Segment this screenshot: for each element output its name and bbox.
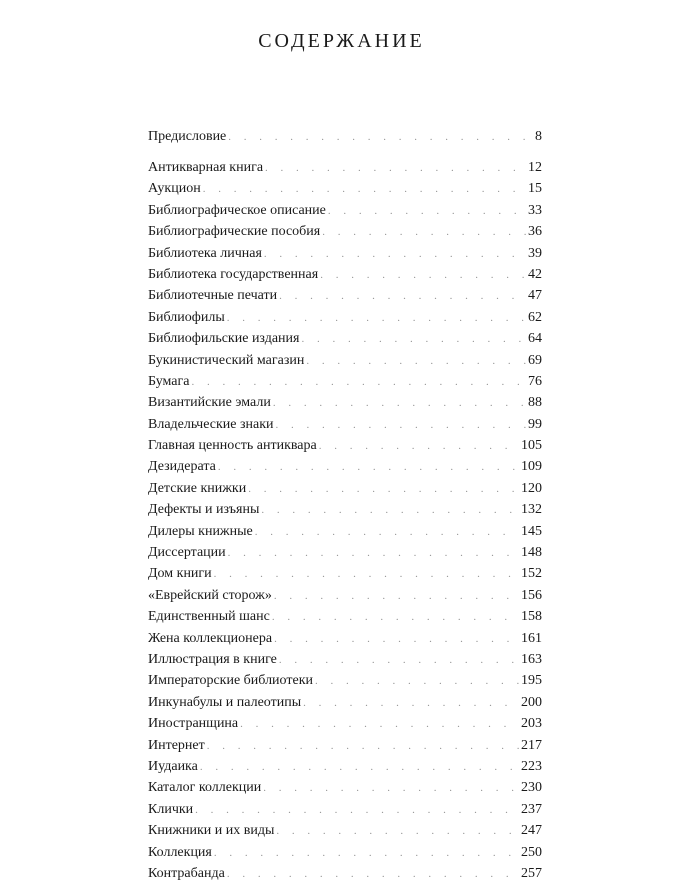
dot-leader	[214, 564, 519, 585]
entry-page: 8	[535, 129, 542, 144]
entry-title: Владельческие знаки	[148, 416, 274, 432]
dot-leader	[228, 543, 519, 564]
entry-page: 148	[521, 545, 542, 561]
entry-page: 156	[521, 587, 542, 603]
entry-title: Детские книжки	[148, 480, 247, 496]
toc-entry[interactable]	[148, 456, 542, 477]
entry-page: 15	[528, 181, 542, 197]
entry-title: Библиотека государственная	[148, 266, 319, 282]
dot-leader	[303, 693, 519, 714]
toc-entry[interactable]	[148, 585, 542, 606]
entry-title: Антикварная книга	[148, 160, 264, 175]
toc-entry[interactable]	[148, 692, 542, 713]
entry-page: 47	[528, 288, 542, 304]
toc-entry[interactable]	[148, 126, 542, 147]
toc-entry[interactable]	[148, 478, 542, 499]
dot-leader	[228, 127, 533, 148]
dot-leader	[279, 286, 526, 307]
toc-entry[interactable]	[148, 371, 542, 392]
entry-page: 132	[521, 502, 542, 518]
dot-leader	[218, 457, 519, 478]
entry-title: Дефекты и изъяны	[148, 502, 260, 518]
toc-entry[interactable]	[148, 777, 542, 798]
entry-page: 152	[521, 566, 542, 582]
entry-title: «Еврейский сторож»	[148, 587, 272, 603]
entry-title: Букинистический магазин	[148, 352, 305, 368]
toc-entry[interactable]	[148, 435, 542, 456]
dot-leader	[200, 757, 519, 778]
entry-title: Дом книги	[148, 566, 212, 582]
dot-leader	[276, 415, 526, 436]
toc-entry[interactable]	[148, 499, 542, 520]
entry-page: 64	[528, 331, 542, 347]
dot-leader	[272, 607, 519, 628]
entry-page: 69	[528, 352, 542, 368]
dot-leader	[315, 671, 519, 692]
toc-entry[interactable]	[148, 820, 542, 841]
entry-title: Диссертации	[148, 545, 226, 561]
toc-list	[148, 157, 542, 884]
dot-leader	[240, 714, 519, 735]
dot-leader	[322, 222, 526, 243]
entry-page: 163	[521, 651, 542, 667]
entry-title: Каталог коллекции	[148, 780, 262, 796]
entry-title: Иудаика	[148, 758, 198, 774]
dot-leader	[263, 778, 519, 799]
entry-page: 223	[521, 758, 542, 774]
toc-entry[interactable]	[148, 200, 542, 221]
entry-title: Дилеры книжные	[148, 523, 253, 539]
dot-leader	[227, 308, 526, 329]
entry-page: 88	[528, 395, 542, 411]
entry-page: 257	[521, 865, 542, 881]
toc-entry[interactable]	[148, 350, 542, 371]
entry-page: 161	[521, 630, 542, 646]
toc-preface	[148, 126, 542, 147]
entry-page: 250	[521, 844, 542, 860]
dot-leader	[265, 158, 526, 179]
toc-entry[interactable]	[148, 542, 542, 563]
entry-page: 247	[521, 823, 542, 839]
toc-entry[interactable]	[148, 307, 542, 328]
dot-leader	[261, 500, 519, 521]
entry-page: 105	[521, 438, 542, 454]
dot-leader	[301, 329, 526, 350]
entry-page: 12	[528, 160, 542, 175]
page-title: СОДЕРЖАНИЕ	[258, 30, 425, 52]
entry-title: Византийские эмали	[148, 395, 271, 411]
dot-leader	[255, 522, 519, 543]
entry-page: 120	[521, 480, 542, 496]
toc-entry[interactable]	[148, 670, 542, 691]
toc-entry[interactable]	[148, 799, 542, 820]
entry-title: Главная ценность антиквара	[148, 438, 317, 454]
entry-page: 109	[521, 459, 542, 475]
entry-title: Коллекция	[148, 844, 212, 860]
dot-leader	[248, 479, 519, 500]
entry-title: Иллюстрация в книге	[148, 651, 277, 667]
entry-title: Библиофильские издания	[148, 331, 300, 347]
toc-entry[interactable]	[148, 328, 542, 349]
entry-page: 39	[528, 245, 542, 261]
dot-leader	[276, 821, 519, 842]
toc-entry[interactable]	[148, 285, 542, 306]
entry-page: 42	[528, 266, 542, 282]
entry-title: Библиофилы	[148, 309, 225, 325]
entry-page: 200	[521, 694, 542, 710]
dot-leader	[306, 351, 526, 372]
dot-leader	[273, 393, 526, 414]
dot-leader	[320, 265, 526, 286]
dot-leader	[279, 650, 519, 671]
entry-title: Иностранщина	[148, 716, 239, 732]
dot-leader	[227, 864, 519, 885]
dot-leader	[207, 736, 519, 757]
toc-entry[interactable]	[148, 157, 542, 178]
toc-entry[interactable]	[148, 713, 542, 734]
entry-title: Библиографические пособия	[148, 224, 321, 240]
entry-title: Библиотечные печати	[148, 288, 278, 304]
entry-title: Инкунабулы и палеотипы	[148, 694, 302, 710]
dot-leader	[195, 800, 519, 821]
entry-title: Интернет	[148, 737, 205, 753]
entry-page: 230	[521, 780, 542, 796]
toc-entry[interactable]	[148, 521, 542, 542]
entry-page: 76	[528, 373, 542, 389]
entry-title: Императорские библиотеки	[148, 673, 313, 689]
entry-title: Единственный шанс	[148, 609, 270, 625]
entry-page: 36	[528, 224, 542, 240]
entry-title: Бумага	[148, 373, 190, 389]
toc-entry[interactable]	[148, 756, 542, 777]
toc-entry[interactable]	[148, 264, 542, 285]
toc-entry[interactable]	[148, 606, 542, 627]
entry-page: 203	[521, 716, 542, 732]
toc-entry[interactable]	[148, 243, 542, 264]
toc-entry[interactable]	[148, 178, 542, 199]
toc-entry[interactable]	[148, 649, 542, 670]
dot-leader	[191, 372, 526, 393]
dot-leader	[203, 179, 526, 200]
dot-leader	[274, 629, 519, 650]
entry-page: 33	[528, 202, 542, 218]
dot-leader	[274, 586, 519, 607]
entry-title: Библиотека личная	[148, 245, 262, 261]
toc-entry[interactable]	[148, 563, 542, 584]
entry-page: 145	[521, 523, 542, 539]
entry-title: Жена коллекционера	[148, 630, 273, 646]
entry-page: 237	[521, 801, 542, 817]
entry-title: Библиографическое описание	[148, 202, 326, 218]
entry-page: 195	[521, 673, 542, 689]
dot-leader	[214, 843, 519, 864]
toc-entry[interactable]	[148, 414, 542, 435]
toc-entry[interactable]	[148, 221, 542, 242]
entry-page: 217	[521, 737, 542, 753]
dot-leader	[319, 436, 519, 457]
dot-leader	[328, 201, 526, 222]
entry-title: Дезидерата	[148, 459, 216, 475]
toc-entry[interactable]	[148, 842, 542, 863]
entry-page: 62	[528, 309, 542, 325]
toc-entry[interactable]	[148, 863, 542, 884]
dot-leader	[264, 244, 526, 265]
entry-page: 158	[521, 609, 542, 625]
entry-title: Книжники и их виды	[148, 823, 275, 839]
entry-title: Контрабанда	[148, 865, 225, 881]
entry-title: Предисловие	[148, 129, 227, 144]
toc-entry[interactable]	[148, 735, 542, 756]
entry-title: Клички	[148, 801, 194, 817]
toc-entry[interactable]	[148, 392, 542, 413]
entry-page: 99	[528, 416, 542, 432]
entry-title: Аукцион	[148, 181, 201, 197]
toc-entry[interactable]	[148, 628, 542, 649]
